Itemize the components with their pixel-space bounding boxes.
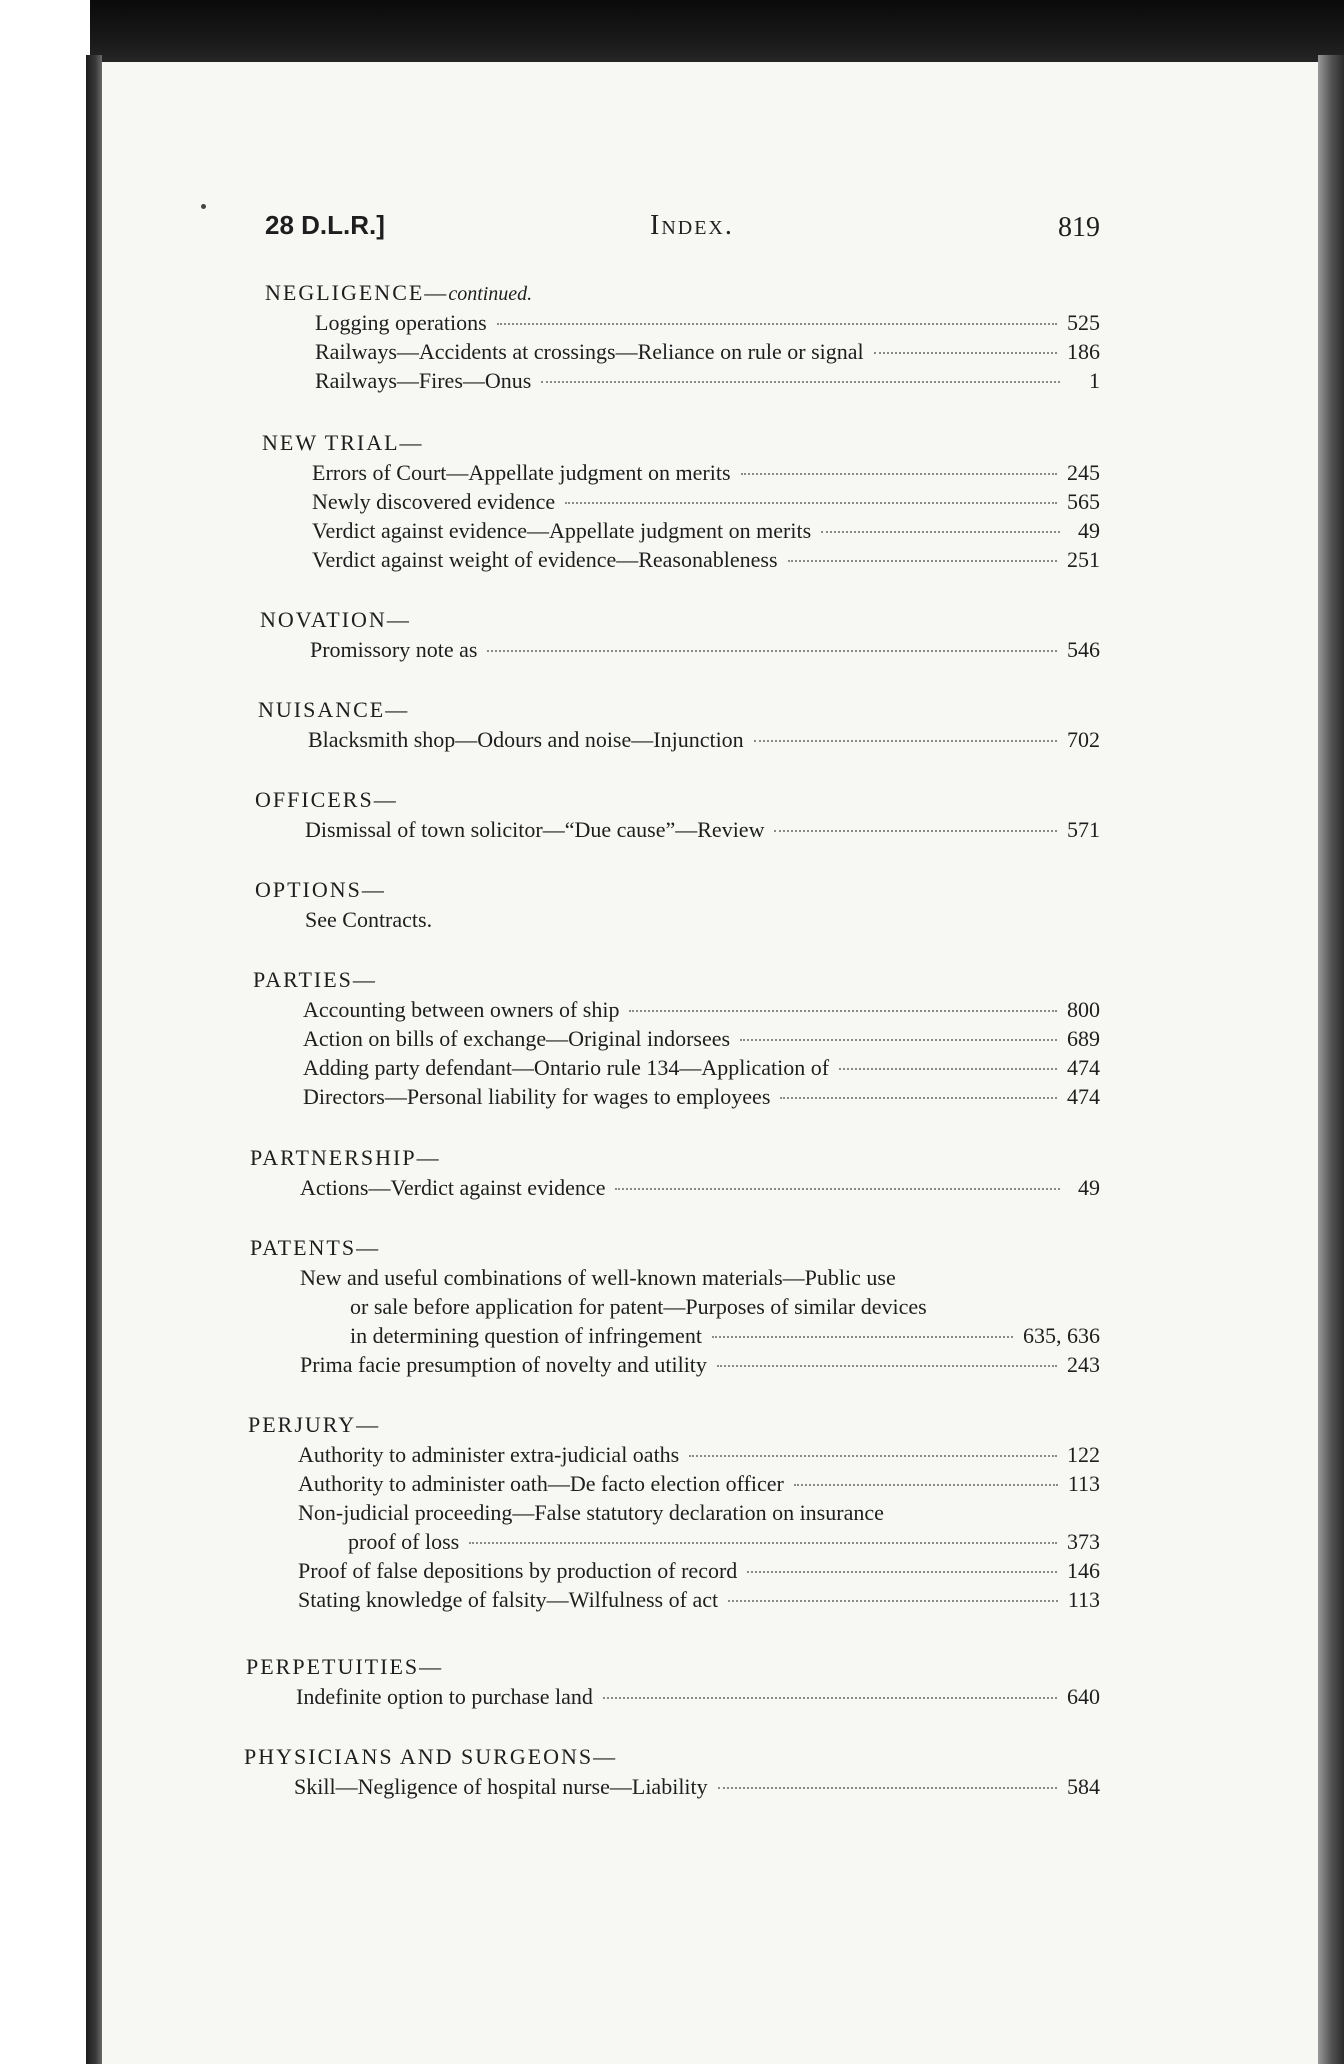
entry-page-number: 113 bbox=[1067, 1587, 1100, 1612]
section-heading-text: PATENTS— bbox=[250, 1235, 381, 1260]
entry-page-number: 122 bbox=[1067, 1442, 1100, 1467]
section-heading-text: PERPETUITIES— bbox=[246, 1654, 444, 1679]
dot-leader bbox=[740, 1039, 1057, 1041]
entry-line: or sale before application for patent—Purposes of similar devices bbox=[350, 1294, 927, 1319]
dot-leader bbox=[603, 1697, 1057, 1699]
dot-leader bbox=[780, 1097, 1057, 1099]
index-section bbox=[262, 428, 1100, 574]
dot-leader bbox=[874, 352, 1057, 354]
entry-text: Skill—Negligence of hospital nurse—Liability bbox=[294, 1774, 708, 1799]
index-section bbox=[265, 278, 1100, 395]
entry-text: Action on bills of exchange—Original indorsees bbox=[303, 1026, 731, 1051]
entry-text: Stating knowledge of falsity—Wilfulness of act bbox=[298, 1587, 719, 1612]
index-entry bbox=[300, 1263, 1100, 1350]
entry-page-number: 373 bbox=[1067, 1529, 1100, 1554]
section-heading-text: PARTIES— bbox=[253, 967, 377, 992]
index-entry bbox=[310, 635, 1100, 664]
dot-leader bbox=[565, 502, 1057, 504]
scan-left-margin bbox=[0, 0, 90, 2064]
section-heading bbox=[246, 1652, 1100, 1682]
section-heading bbox=[262, 428, 1100, 458]
dot-leader bbox=[712, 1336, 1013, 1338]
index-entry bbox=[298, 1469, 1100, 1498]
index-entry bbox=[303, 1024, 1100, 1053]
entry-text: Errors of Court—Appellate judgment on merits bbox=[312, 460, 731, 485]
section-heading-text: PARTNERSHIP— bbox=[250, 1145, 441, 1170]
index-entry bbox=[315, 337, 1100, 366]
section-heading-text: PERJURY— bbox=[248, 1412, 381, 1437]
section-heading-text: NOVATION— bbox=[260, 607, 411, 632]
running-header bbox=[265, 210, 1100, 250]
entry-text: Railways—Fires—Onus bbox=[315, 368, 532, 393]
section-heading bbox=[248, 1410, 1100, 1440]
index-entry bbox=[303, 1053, 1100, 1082]
index-section bbox=[246, 1652, 1100, 1711]
entry-text: Directors—Personal liability for wages to employees bbox=[303, 1084, 771, 1109]
volume-label: 28 D.L.R.] bbox=[265, 210, 385, 240]
index-entry bbox=[300, 1173, 1100, 1202]
section-heading-text: NEW TRIAL— bbox=[262, 430, 424, 455]
index-section bbox=[244, 1742, 1100, 1801]
section-heading-text: NUISANCE— bbox=[258, 697, 410, 722]
scan-top-border bbox=[0, 0, 1344, 70]
entry-page-number: 474 bbox=[1067, 1084, 1100, 1109]
entry-text: Authority to administer oath—De facto election officer bbox=[298, 1471, 784, 1496]
entry-text: Promissory note as bbox=[310, 637, 478, 662]
entry-page-number: 702 bbox=[1067, 727, 1100, 752]
dot-leader bbox=[718, 1787, 1057, 1789]
entry-text: Newly discovered evidence bbox=[312, 489, 556, 514]
index-section bbox=[258, 695, 1100, 754]
section-heading bbox=[255, 785, 1100, 815]
section-heading-text: PHYSICIANS AND SURGEONS— bbox=[244, 1744, 618, 1769]
entry-page-number: 571 bbox=[1067, 817, 1100, 842]
index-entry bbox=[312, 516, 1100, 545]
entry-page-number: 584 bbox=[1067, 1774, 1100, 1799]
entry-page-number: 243 bbox=[1067, 1352, 1100, 1377]
dot-leader bbox=[487, 650, 1057, 652]
entry-page-number: 800 bbox=[1067, 997, 1100, 1022]
section-heading bbox=[258, 695, 1100, 725]
index-entry bbox=[305, 815, 1100, 844]
dot-leader bbox=[788, 560, 1057, 562]
entry-page-number: 474 bbox=[1067, 1055, 1100, 1080]
book-spine-shadow bbox=[86, 55, 102, 2064]
index-entry bbox=[298, 1556, 1100, 1585]
entry-text: Verdict against weight of evidence—Reasonableness bbox=[312, 547, 778, 572]
entry-page-number: 565 bbox=[1067, 489, 1100, 514]
dot-leader bbox=[497, 323, 1057, 325]
page-title: Index. bbox=[650, 210, 734, 241]
index-section bbox=[260, 605, 1100, 664]
index-entry bbox=[308, 725, 1100, 754]
index-entry bbox=[298, 1585, 1100, 1614]
dot-leader bbox=[469, 1542, 1057, 1544]
index-entry bbox=[312, 487, 1100, 516]
entry-line: New and useful combinations of well-known materials—Public use bbox=[300, 1265, 896, 1290]
entry-text: Logging operations bbox=[315, 310, 487, 335]
index-entry bbox=[315, 308, 1100, 337]
entry-text: Indefinite option to purchase land bbox=[296, 1684, 593, 1709]
entry-text: Prima facie presumption of novelty and utility bbox=[300, 1352, 707, 1377]
index-section bbox=[250, 1233, 1100, 1379]
entry-page-number: 49 bbox=[1078, 518, 1100, 543]
dot-leader bbox=[794, 1484, 1058, 1486]
index-section bbox=[250, 1143, 1100, 1202]
dot-leader bbox=[754, 740, 1057, 742]
section-heading bbox=[250, 1233, 1100, 1263]
entry-text: Authority to administer extra-judicial oaths bbox=[298, 1442, 680, 1467]
entry-page-number: 640 bbox=[1067, 1684, 1100, 1709]
section-heading-text: OFFICERS— bbox=[255, 787, 398, 812]
entry-text: Accounting between owners of ship bbox=[303, 997, 620, 1022]
index-section bbox=[255, 875, 1100, 934]
dot-leader bbox=[689, 1455, 1057, 1457]
section-heading bbox=[260, 605, 1100, 635]
entry-text: Dismissal of town solicitor—“Due cause”—Review bbox=[305, 817, 765, 842]
dot-leader bbox=[747, 1571, 1057, 1573]
entry-text: Actions—Verdict against evidence bbox=[300, 1175, 606, 1200]
dot-leader bbox=[717, 1365, 1057, 1367]
entry-page-number: 1 bbox=[1089, 368, 1100, 393]
entry-page-number: 251 bbox=[1067, 547, 1100, 572]
index-section bbox=[248, 1410, 1100, 1614]
index-entry bbox=[315, 366, 1100, 395]
index-entry bbox=[298, 1498, 1100, 1556]
index-entry bbox=[305, 905, 1100, 934]
index-entry bbox=[298, 1440, 1100, 1469]
section-heading bbox=[265, 278, 1100, 308]
index-entry bbox=[312, 458, 1100, 487]
entry-page-number: 146 bbox=[1067, 1558, 1100, 1583]
dot-leader bbox=[728, 1600, 1058, 1602]
entry-page-number: 113 bbox=[1067, 1471, 1100, 1496]
entry-page-number: 635, 636 bbox=[1023, 1323, 1100, 1348]
entry-page-number: 49 bbox=[1078, 1175, 1100, 1200]
dot-leader bbox=[615, 1188, 1060, 1190]
entry-page-number: 525 bbox=[1067, 310, 1100, 335]
entry-page-number: 245 bbox=[1067, 460, 1100, 485]
heading-note: continued. bbox=[448, 283, 533, 305]
entry-text: proof of loss bbox=[348, 1529, 460, 1554]
index-section bbox=[253, 965, 1100, 1111]
dot-leader bbox=[541, 381, 1060, 383]
section-heading bbox=[244, 1742, 1100, 1772]
index-entry bbox=[303, 995, 1100, 1024]
scan-speck bbox=[201, 204, 206, 209]
index-section bbox=[255, 785, 1100, 844]
dot-leader bbox=[629, 1010, 1057, 1012]
dot-leader bbox=[774, 830, 1057, 832]
page-number: 819 bbox=[1058, 212, 1100, 243]
entry-text: See Contracts. bbox=[305, 907, 433, 932]
index-entry bbox=[312, 545, 1100, 574]
entry-text: Proof of false depositions by production of record bbox=[298, 1558, 738, 1583]
entry-text: in determining question of infringement bbox=[350, 1323, 702, 1348]
dot-leader bbox=[839, 1068, 1057, 1070]
entry-page-number: 186 bbox=[1067, 339, 1100, 364]
section-heading bbox=[253, 965, 1100, 995]
entry-text: Railways—Accidents at crossings—Reliance on rule or signal bbox=[315, 339, 864, 364]
entry-text: Blacksmith shop—Odours and noise—Injunction bbox=[308, 727, 744, 752]
index-entry bbox=[303, 1082, 1100, 1111]
dot-leader bbox=[821, 531, 1060, 533]
section-heading bbox=[255, 875, 1100, 905]
section-heading-text: NEGLIGENCE— bbox=[265, 280, 449, 305]
entry-page-number: 689 bbox=[1067, 1026, 1100, 1051]
section-heading-text: OPTIONS— bbox=[255, 877, 386, 902]
entry-text: Adding party defendant—Ontario rule 134—Application of bbox=[303, 1055, 830, 1080]
entry-line: Non-judicial proceeding—False statutory declaration on insurance bbox=[298, 1500, 884, 1525]
index-entry bbox=[296, 1682, 1100, 1711]
entry-text: Verdict against evidence—Appellate judgment on merits bbox=[312, 518, 812, 543]
entry-page-number: 546 bbox=[1067, 637, 1100, 662]
page-edge-shadow bbox=[1318, 55, 1344, 2064]
section-heading bbox=[250, 1143, 1100, 1173]
index-entry bbox=[294, 1772, 1100, 1801]
index-entry bbox=[300, 1350, 1100, 1379]
dot-leader bbox=[741, 473, 1057, 475]
